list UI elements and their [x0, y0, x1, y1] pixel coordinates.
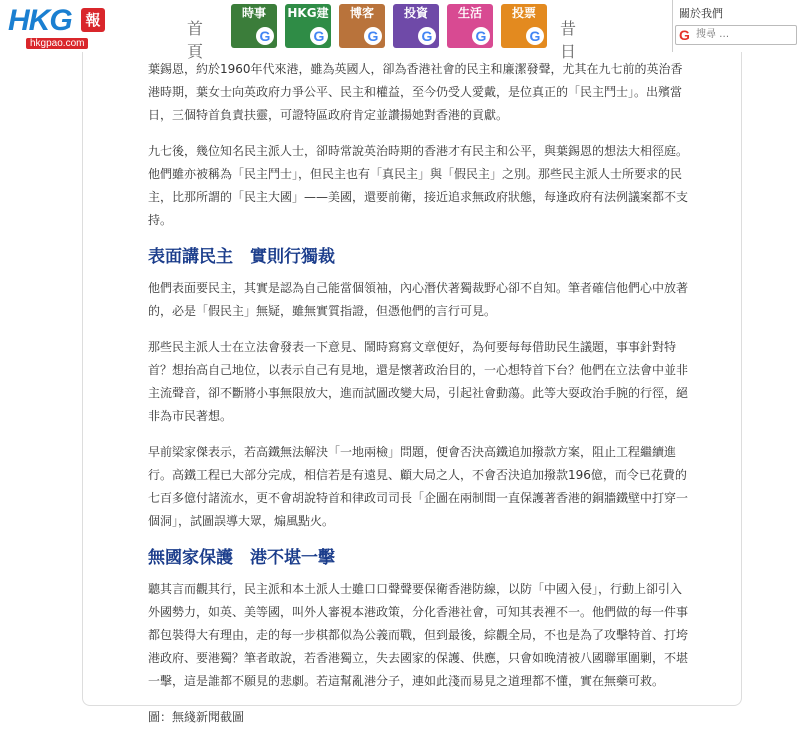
- site-header: [0, 0, 800, 61]
- search-box[interactable]: [675, 25, 797, 45]
- nav-home[interactable]: 首頁: [187, 19, 204, 61]
- google-g-icon: G: [310, 27, 328, 45]
- about-link[interactable]: 關於我們: [679, 7, 723, 20]
- image-caption: 圖：無綫新聞截圖: [148, 710, 245, 724]
- logo-url: hkgpao.com: [26, 38, 88, 49]
- article-subheading: 表面講民主 實則行獨裁: [148, 247, 335, 267]
- article-paragraph: 他們表面要民主，其實是認為自己能當個領袖，內心潛伏著獨裁野心卻不自知。筆者確信他們心中放著的，必是「假民主」無疑，雖無實質指證，但憑他們的言行可見。: [148, 281, 689, 318]
- nav-tile-label: 投票: [511, 6, 536, 20]
- article-paragraph: 早前梁家傑表示，若高鐵無法解決「一地兩檢」問題，便會否決高鐵追加撥款方案，阻止工程繼續進行。高鐵工程已大部分完成，相信若是有遠見、顧大局之人，不會否決追加撥款196億，而令已花費的七百多億付諸流水，更不會胡說特首和律政司司長「企圖在兩制間一直保護著香港的銅牆鐵壁中打穿一個洞」，試圖誤導大眾，煽風點火。: [148, 445, 689, 528]
- article-subheading: 無國家保護 港不堪一擊: [148, 548, 335, 568]
- article-paragraph: 那些民主派人士在立法會發表一下意見、鬧時寫寫文章便好，為何要每每借助民生議題，事事針對特首？想抬高自己地位，以表示自己有見地，還是懷著政治目的，一心想特首下台？他們在立法會中並非主流聲音，卻不斷將小事無限放大，進而試圖改變大局，引起社會動蕩。此等大耍政治手腕的行徑，絕非為市民著想。: [148, 340, 689, 423]
- logo-text: HKG: [8, 4, 72, 37]
- google-g-icon: G: [679, 27, 690, 43]
- article-paragraph: 葉錫恩，約於1960年代來港，雖為英國人，卻為香港社會的民主和廉潔發聲，尤其在九七前的英治香港時期，葉女士向英政府力爭公平、民主和權益，至今仍受人愛戴，是位真正的「民主鬥士」。出殯當日，三個特首負責扶靈，可證特區政府肯定並讚揚她對香港的貢獻。: [148, 62, 683, 122]
- nav-tile-investment[interactable]: [393, 4, 439, 48]
- google-g-icon: G: [364, 27, 382, 45]
- nav-tile-hkg-build[interactable]: [285, 4, 331, 48]
- article-body: [148, 58, 688, 742]
- site-logo[interactable]: [8, 2, 108, 54]
- nav-tile-blog[interactable]: [339, 4, 385, 48]
- nav-past[interactable]: 昔日: [560, 19, 577, 61]
- nav-tile-label: 生活: [457, 6, 482, 20]
- header-sidebar: [672, 0, 800, 52]
- google-g-icon: G: [472, 27, 490, 45]
- nav-tile-label: 投資: [403, 6, 428, 20]
- nav-tile-current-affairs[interactable]: [231, 4, 277, 48]
- search-input[interactable]: [696, 27, 791, 41]
- nav-tile-label: HKG建: [287, 6, 329, 20]
- nav-tile-vote[interactable]: [501, 4, 547, 48]
- nav-tile-life[interactable]: [447, 4, 493, 48]
- article-paragraph: 聽其言而觀其行，民主派和本土派人士雖口口聲聲要保衛香港防線，以防「中國入侵」，行動上卻引入外國勢力，如英、美等國，叫外人審視本港政策，分化香港社會，可知其表裡不一。他們做的每一件事都包裝得大有理由，走的每一步棋都似為公義而戰，但到最後，綜觀全局，不也是為了攻擊特首、打垮港政府、要港獨？筆者敢說，若香港獨立，失去國家的保護、供應，只會如晚清被八國聯軍圍剿，不堪一擊，這是誰都不願見的悲劇。若這幫亂港分子，連如此淺而易見之道理都不懂，實在無藥可救。: [148, 582, 689, 688]
- google-g-icon: G: [256, 27, 274, 45]
- article-paragraph: 九七後，幾位知名民主派人士，卻時常說英治時期的香港才有民主和公平，與葉錫恩的想法大相徑庭。他們雖亦被稱為「民主鬥士」，但民主也有「真民主」與「假民主」之別。那些民主派人士所要求的民主，比那所謂的「民主大國」——美國，還要前衛，接近追求無政府狀態，每逢政府有法例議案都不支持。: [148, 144, 689, 227]
- nav-tile-label: 博客: [349, 6, 374, 20]
- google-g-icon: G: [418, 27, 436, 45]
- nav-tile-label: 時事: [241, 6, 266, 20]
- logo-char: 報: [81, 8, 105, 32]
- google-g-icon: G: [526, 27, 544, 45]
